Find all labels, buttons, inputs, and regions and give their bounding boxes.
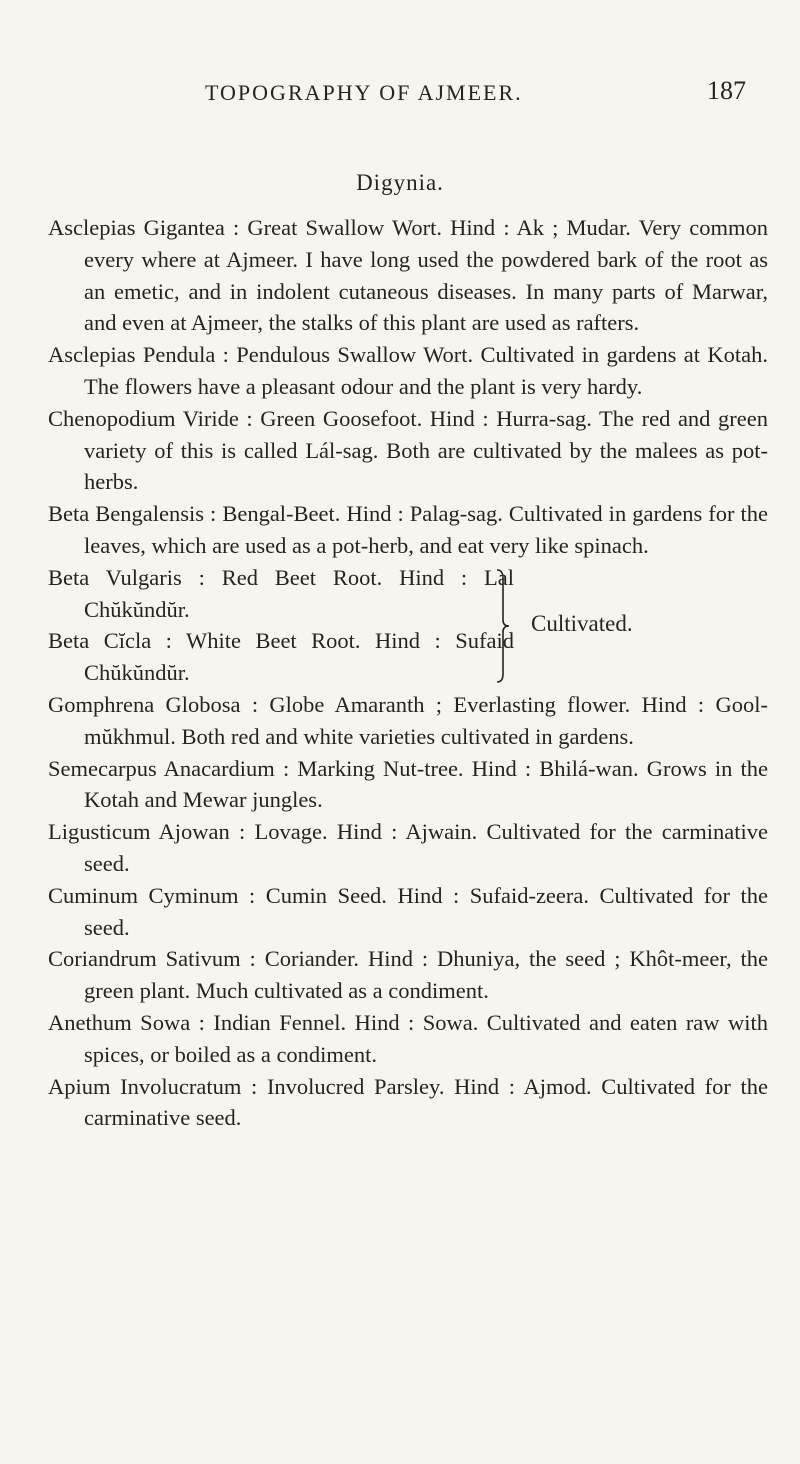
entry-chenopodium-viride: Chenopodium Viride : Green Goosefoot. Hind : Hurra-sag. The red and green variety of this is called Lál-sag. Both are cultivated by the malees as pot-herbs. xyxy=(48,405,768,495)
entry-anethum-sowa: Anethum Sowa : Indian Fennel. Hind : Sowa. Cultivated and eaten raw with spices, or boiled as a condiment. xyxy=(48,1009,768,1067)
curly-brace-icon xyxy=(495,568,511,684)
page-body xyxy=(48,212,768,1134)
page-number: 187 xyxy=(707,76,746,105)
entry-semecarpus-anacardium: Semecarpus Anacardium : Marking Nut-tree. Hind : Bhilá-wan. Grows in the Kotah and Mewar jungles. xyxy=(48,755,768,813)
entry-gomphrena-globosa: Gomphrena Globosa : Globe Amaranth ; Everlasting flower. Hind : Gool-mŭkhmul. Both red and white varieties cultivated in gardens. xyxy=(48,691,768,749)
entry-beta-vulgaris: Beta Vulgaris : Red Beet Root. Hind : Lal Chŭkŭndŭr. xyxy=(48,564,514,622)
entry-asclepias-pendula: Asclepias Pendula : Pendulous Swallow Wort. Cultivated in gardens at Kotah. The flowers have a pleasant odour and the plant is very hardy. xyxy=(48,342,768,399)
section-heading: Digynia. xyxy=(356,170,444,195)
running-header xyxy=(0,76,800,120)
entry-beta-cicla: Beta Cĭcla : White Beet Root. Hind : Sufaid Chŭkŭndŭr. xyxy=(48,628,514,686)
entry-beta-bengalensis: Beta Bengalensis : Bengal-Beet. Hind : Palag-sag. Cultivated in gardens for the leaves, which are used as a pot-herb, and eat very like spinach. xyxy=(48,501,768,558)
entry-cuminum-cyminum: Cuminum Cyminum : Cumin Seed. Hind : Sufaid-zeera. Cultivated for the seed. xyxy=(48,882,768,940)
bracketed-beet-group xyxy=(48,562,768,689)
brace-label: Cultivated. xyxy=(531,610,633,636)
entry-apium-involucratum: Apium Involucratum : Involucred Parsley. Hind : Ajmod. Cultivated for the carminative seed. xyxy=(48,1073,768,1131)
entry-ligusticum-ajowan: Ligusticum Ajowan : Lovage. Hind : Ajwain. Cultivated for the carminative seed. xyxy=(48,819,768,876)
entry-asclepias-gigantea: Asclepias Gigantea : Great Swallow Wort. Hind : Ak ; Mudar. Very common every where at Ajmeer. I have long used the powdered bark of the root as an emetic, and in indolent cutaneous diseases. In many parts of Marwar, and even at Ajmeer, the stalks of this plant are used as rafters. xyxy=(48,215,768,336)
entry-coriandrum-sativum: Coriandrum Sativum : Coriander. Hind : Dhuniya, the seed ; Khôt-meer, the green plant. Much cultivated as a condiment. xyxy=(48,946,768,1004)
running-title: TOPOGRAPHY OF AJMEER. xyxy=(205,80,523,105)
